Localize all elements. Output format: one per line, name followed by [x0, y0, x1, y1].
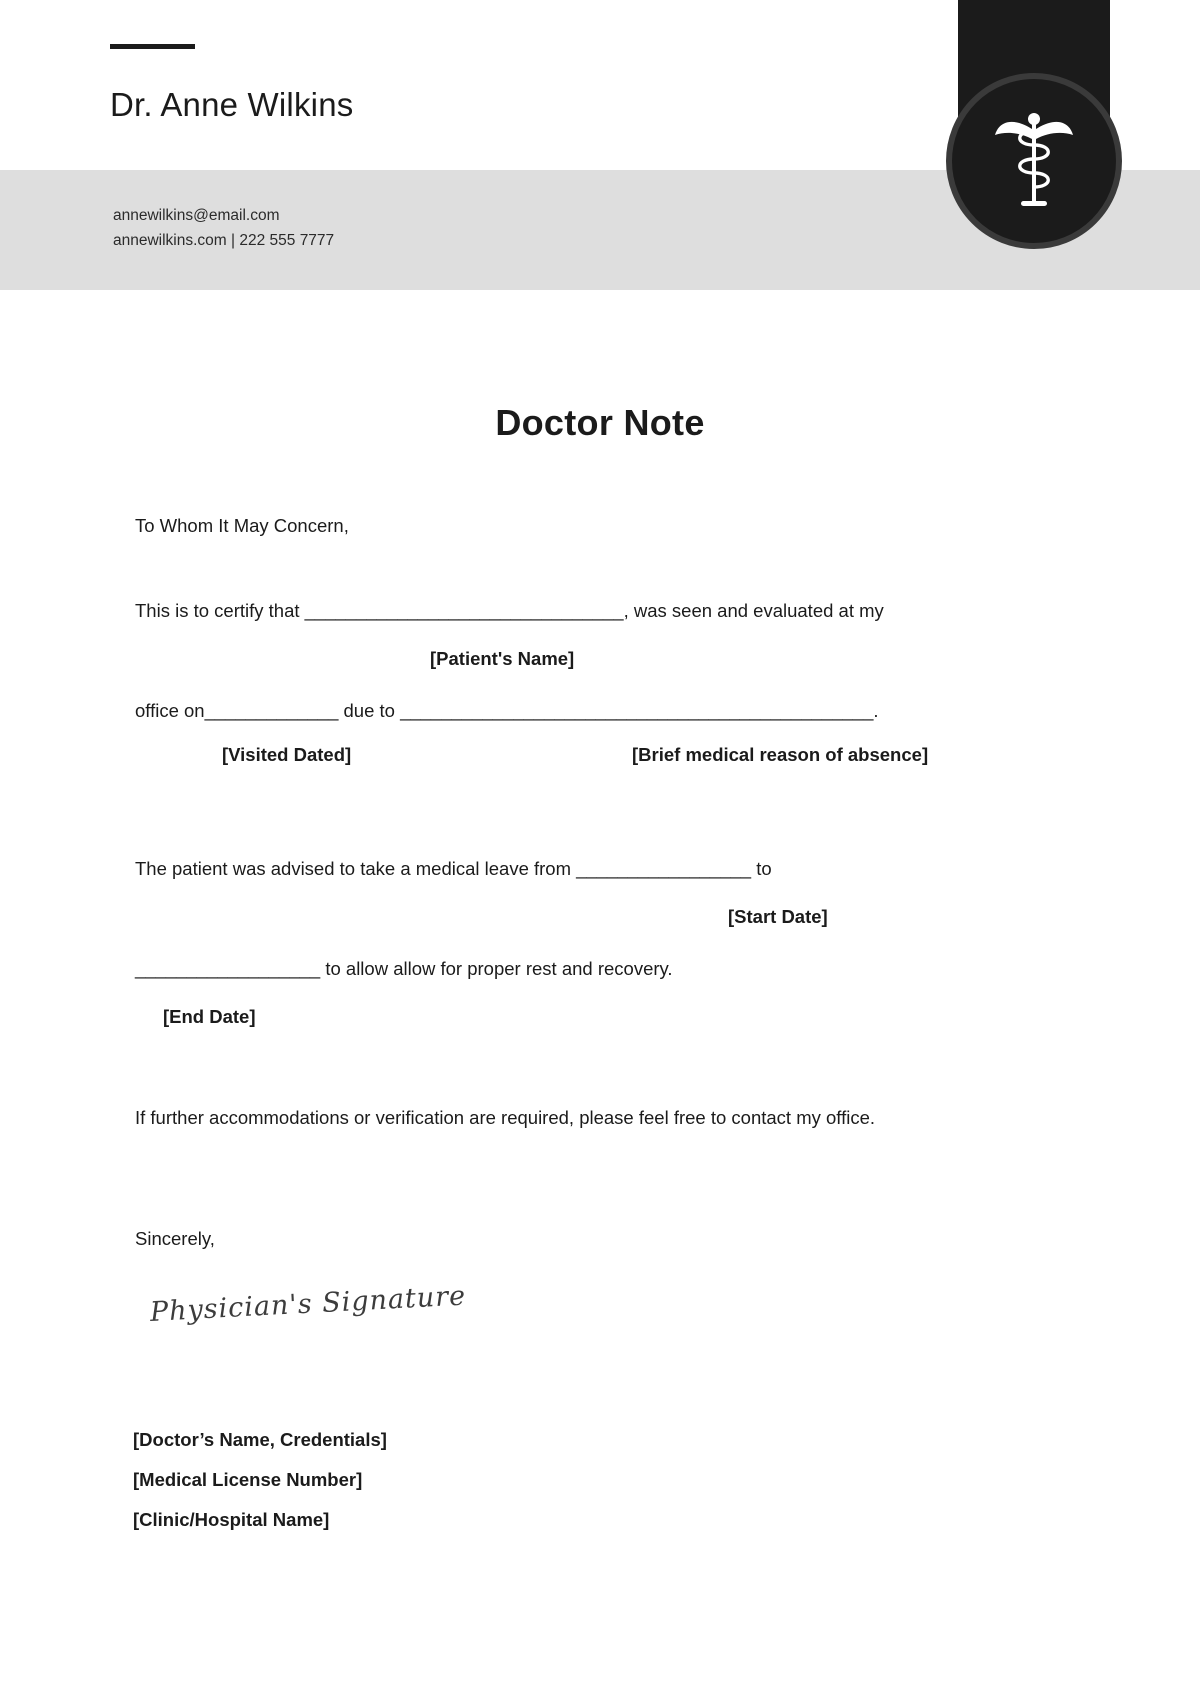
office-visit-line: office on_____________ due to ______________________________________________. [135, 700, 879, 721]
signoff-doctor-name: [Doctor’s Name, Credentials] [133, 1429, 387, 1450]
caption-medical-reason: [Brief medical reason of absence] [632, 744, 929, 765]
letterhead-doctor-name: Dr. Anne Wilkins [110, 86, 354, 123]
signature-block [133, 1420, 387, 1540]
certify-line: This is to certify that _______________________________, was seen and evaluated at my [135, 600, 884, 621]
accommodations-paragraph: If further accommodations or verification are required, please feel free to contact my office. [135, 1107, 876, 1128]
contact-website-phone: annewilkins.com | 222 555 7777 [113, 232, 335, 249]
closing: Sincerely, [135, 1228, 215, 1249]
caption-end-date: [End Date] [163, 1006, 256, 1027]
salutation: To Whom It May Concern, [135, 515, 349, 536]
caduceus-icon [946, 73, 1122, 249]
page-title: Doctor Note [495, 402, 705, 443]
signoff-license-number: [Medical License Number] [133, 1469, 363, 1490]
letterhead [0, 0, 1200, 292]
recovery-line: __________________ to allow allow for proper rest and recovery. [135, 958, 673, 979]
caption-patient-name: [Patient's Name] [430, 648, 575, 669]
contact-details [113, 203, 334, 253]
physician-signature: Physician's Signature [149, 1280, 467, 1328]
caption-visited-date: [Visited Dated] [222, 744, 352, 765]
signoff-clinic-name: [Clinic/Hospital Name] [133, 1509, 330, 1530]
title-rule-decoration [110, 44, 195, 49]
contact-email: annewilkins@email.com [113, 207, 280, 224]
medical-leave-line: The patient was advised to take a medical leave from _________________ to [135, 858, 772, 879]
caption-start-date: [Start Date] [728, 906, 828, 927]
